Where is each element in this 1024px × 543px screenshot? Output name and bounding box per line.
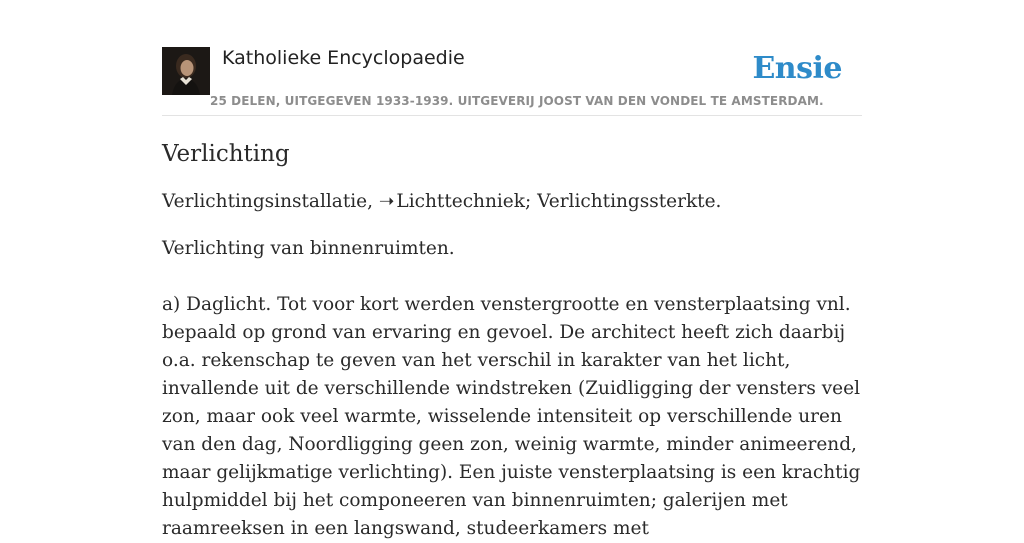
- see-also-prefix: Verlichtingsinstallatie,: [162, 191, 373, 212]
- article-title: Verlichting: [162, 141, 290, 167]
- source-meta: 25 DELEN, UITGEGEVEN 1933-1939. UITGEVERIJ JOOST VAN DEN VONDEL TE AMSTERDAM.: [210, 94, 824, 108]
- see-also-links[interactable]: Lichttechniek; Verlichtingssterkte.: [396, 191, 722, 212]
- source-avatar[interactable]: [162, 47, 210, 95]
- arrow-right-icon: ➝: [378, 191, 395, 212]
- portrait-icon: [162, 47, 210, 95]
- article: [162, 136, 866, 543]
- ensie-logo[interactable]: Ensie: [752, 51, 842, 86]
- source-header: [162, 46, 862, 116]
- section-heading: Verlichting van binnenruimten.: [162, 238, 455, 259]
- see-also-line: [162, 188, 866, 216]
- article-body: a) Daglicht. Tot voor kort werden venstergrootte en vensterplaatsing vnl. bepaald op grond van ervaring en gevoel. De architect heeft zich daarbij o.a. rekenschap te geven van het verschil in karakter van het licht, invallende uit de verschillende windstreken (Zuidligging der vensters veel zon, maar ook veel warmte, wisselende intensiteit op verschillende uren van den dag, Noordligging geen zon, weinig warmte, minder animeerend, maar gelijkmatige verlichting). Een juiste vensterplaatsing is een krachtig hulpmiddel bij het componeeren van binnenruimten; galerijen met raamreeksen in een langswand, studeerkamers met: [162, 294, 861, 539]
- source-title[interactable]: Katholieke Encyclopaedie: [222, 47, 465, 69]
